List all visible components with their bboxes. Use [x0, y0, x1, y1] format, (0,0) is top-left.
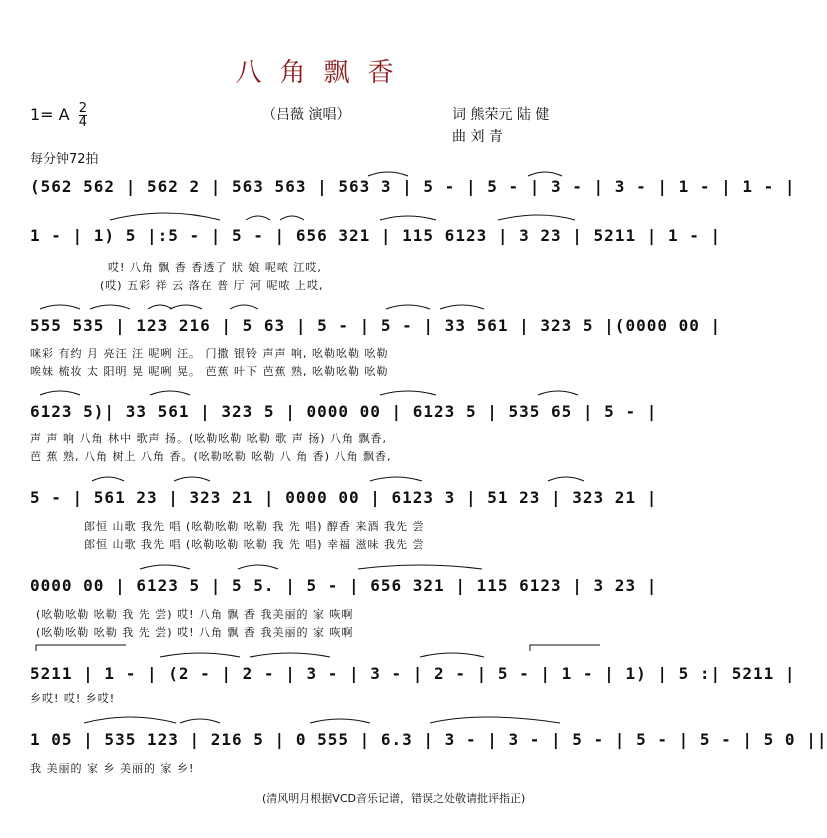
lyrics-row-6-verse-2: (吆勒吆勒 吆勒 我 先 尝) 哎! 八角 飘 香 我美丽的 家 咴啊 [36, 626, 354, 639]
lyrics-row-3-verse-1: 咪彩 有约 月 亮汪 汪 呢咧 汪。 门撒 银铃 声声 响, 吆勒吆勒 吆勒 [30, 347, 389, 360]
key-label: 1= A [30, 105, 70, 124]
lyrics-row-3-verse-2: 唉妹 梳妆 太 阳明 晃 呢咧 晃。 芭蕉 叶下 芭蕉 熟, 吆勒吆勒 吆勒 [30, 365, 389, 378]
lyrics-row-8-verse-1: 我 美丽的 家 乡 美丽的 家 乡! [30, 762, 195, 775]
transcriber-note: (清风明月根据VCD音乐记谱，错误之处敬请批评指正) [262, 792, 526, 805]
time-sig-numerator: 2 [78, 101, 87, 116]
lyrics-row-4-verse-1: 声 声 响 八角 林中 歌声 扬。(吆勒吆勒 吆勒 歌 声 扬) 八角 飘香, [30, 432, 388, 445]
lyrics-row-6-verse-1: (吆勒吆勒 吆勒 我 先 尝) 哎! 八角 飘 香 我美丽的 家 咴啊 [36, 608, 354, 621]
notation-row-5: 5 - | 561 23 | 323 21 | 0000 00 | 6123 3 | 51 23 | 323 21 | [30, 488, 658, 507]
composer: 曲 刘 青 [452, 129, 503, 145]
lyrics-row-2-verse-1: 哎! 八角 飘 香 香透了 狀 娘 呢哝 江哎, [108, 261, 322, 274]
notation-row-4: 6123 5)| 33 561 | 323 5 | 0000 00 | 6123 5 | 535 65 | 5 - | [30, 402, 658, 421]
notation-row-7: 5211 | 1 - | (2 - | 2 - | 3 - | 3 - | 2 - | 5 - | 1 - | 1) | 5 :| 5211 | [30, 664, 796, 683]
tempo-marking: 每分钟72拍 [30, 152, 99, 167]
performer: （吕薇 演唱） [262, 107, 351, 123]
notation-row-3: 555 535 | 123 216 | 5 63 | 5 - | 5 - | 33 561 | 323 5 |(0000 00 | [30, 316, 722, 335]
notation-row-8: 1 05 | 535 123 | 216 5 | 0 555 | 6.3 | 3 - | 3 - | 5 - | 5 - | 5 - | 5 0 || [30, 730, 827, 749]
lyrics-row-5-verse-2: 郎恒 山歌 我先 唱 (吆勒吆勒 吆勒 我 先 唱) 幸福 滋味 我先 尝 [84, 538, 425, 551]
notation-row-6: 0000 00 | 6123 5 | 5 5. | 5 - | 656 321 | 115 6123 | 3 23 | [30, 576, 658, 595]
notation-row-1: (562 562 | 562 2 | 563 563 | 563 3 | 5 - | 5 - | 3 - | 3 - | 1 - | 1 - | [30, 177, 796, 196]
lyrics-row-5-verse-1: 郎恒 山歌 我先 唱 (吆勒吆勒 吆勒 我 先 唱) 醇香 来酒 我先 尝 [84, 520, 425, 533]
notation-row-2: 1 - | 1) 5 |:5 - | 5 - | 656 321 | 115 6123 | 3 23 | 5211 | 1 - | [30, 226, 722, 245]
song-title: 八角飘香 [235, 58, 412, 88]
lyrics-row-7-verse-1: 乡哎! 哎! 乡哎! [30, 692, 116, 705]
time-sig-denominator: 4 [78, 115, 87, 130]
lyricist: 词 熊荣元 陆 健 [452, 107, 550, 123]
lyrics-row-4-verse-2: 芭 蕉 熟, 八角 树上 八角 香。(吆勒吆勒 吆勒 八 角 香) 八角 飘香, [30, 450, 392, 463]
lyrics-row-2-verse-2: (哎) 五彩 祥 云 落在 普 厅 河 呢哝 上哎, [100, 279, 324, 292]
